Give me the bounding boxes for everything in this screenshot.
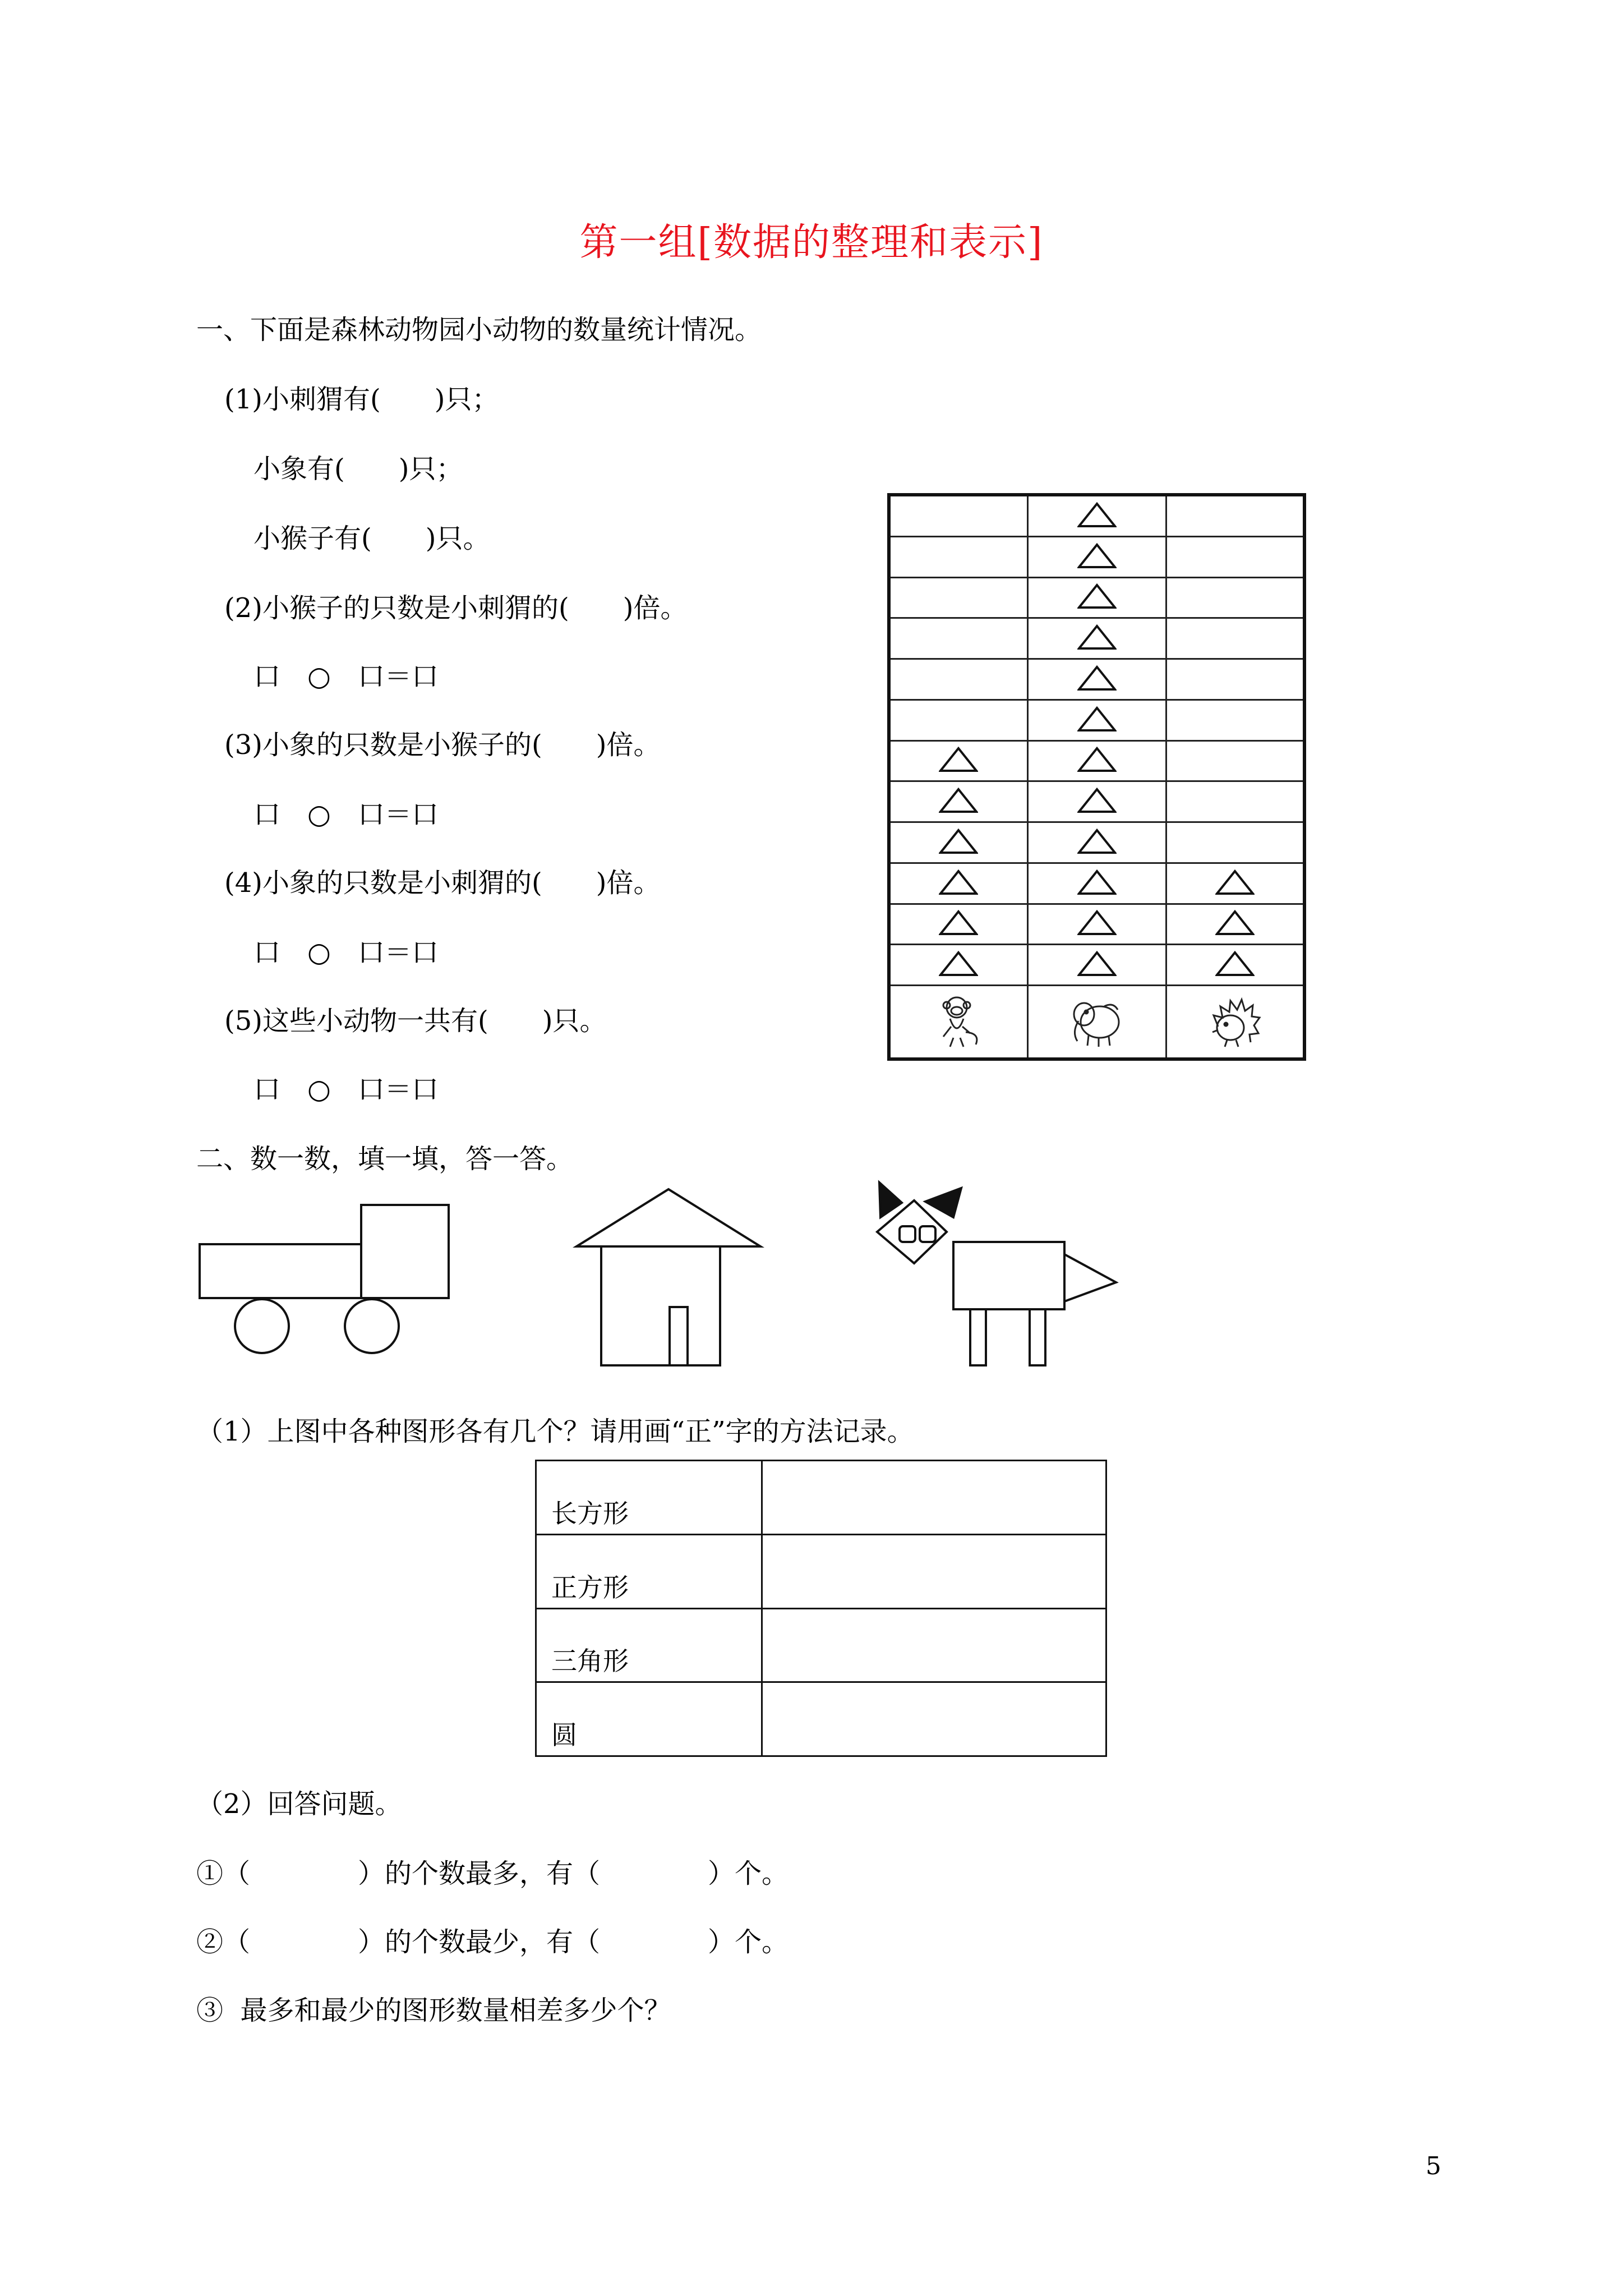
tally-label-rectangle: 长方形 bbox=[536, 1461, 762, 1535]
triangle-mark-1 bbox=[1027, 740, 1166, 781]
triangle-mark-1 bbox=[1027, 495, 1166, 536]
cow-leg-rectangle-right bbox=[1030, 1309, 1045, 1365]
tally-cell[interactable] bbox=[762, 1608, 1106, 1682]
cow-horn-right bbox=[925, 1188, 961, 1217]
triangle-mark-0 bbox=[889, 863, 1027, 904]
empty-cell bbox=[1166, 822, 1304, 863]
triangle-mark-0 bbox=[889, 945, 1027, 986]
answer-3: ③ 最多和最少的图形数量相差多少个？ bbox=[196, 1995, 671, 2026]
tally-label-triangle: 三角形 bbox=[536, 1608, 762, 1682]
empty-cell bbox=[1166, 700, 1304, 740]
monkey-icon bbox=[889, 986, 1027, 1059]
empty-cell bbox=[889, 618, 1027, 659]
tally-cell[interactable] bbox=[762, 1682, 1106, 1756]
page-number: 5 bbox=[1426, 2152, 1441, 2180]
cow-horn-left bbox=[879, 1182, 902, 1217]
triangle-mark-0 bbox=[889, 781, 1027, 822]
triangle-mark-1 bbox=[1027, 659, 1166, 700]
truck-cab-square bbox=[361, 1205, 449, 1298]
hedgehog-icon bbox=[1166, 986, 1304, 1059]
triangle-mark-0 bbox=[889, 740, 1027, 781]
empty-cell bbox=[889, 659, 1027, 700]
triangle-mark-2 bbox=[1166, 863, 1304, 904]
question-2: (2)小猴子的只数是小刺猬的( )倍。 bbox=[224, 592, 688, 624]
tally-cell[interactable] bbox=[762, 1534, 1106, 1608]
triangle-mark-1 bbox=[1027, 577, 1166, 618]
cow-tail-triangle bbox=[1064, 1254, 1116, 1301]
truck-wheel-circle-right bbox=[345, 1299, 399, 1353]
tally-table bbox=[535, 1460, 1107, 1757]
animal-pictograph bbox=[887, 493, 1306, 1061]
section2-sub2: （2）回答问题。 bbox=[196, 1788, 402, 1820]
tally-label-square: 正方形 bbox=[536, 1534, 762, 1608]
triangle-mark-1 bbox=[1027, 945, 1166, 986]
empty-cell bbox=[1166, 659, 1304, 700]
formula-3: 口 ○ 口＝口 bbox=[253, 799, 439, 830]
house-roof-triangle bbox=[577, 1189, 760, 1246]
answer-2: ②（ ）的个数最少，有（ ）个。 bbox=[196, 1926, 789, 1958]
empty-cell bbox=[1166, 577, 1304, 618]
elephant-icon bbox=[1027, 986, 1166, 1059]
triangle-mark-2 bbox=[1166, 904, 1304, 945]
answer-1: ①（ ）的个数最多，有（ ）个。 bbox=[196, 1858, 789, 1889]
section2-heading: 二、数一数，填一填，答一答。 bbox=[196, 1143, 574, 1175]
cow-eye-square-right bbox=[920, 1226, 935, 1242]
triangle-mark-1 bbox=[1027, 700, 1166, 740]
empty-cell bbox=[889, 700, 1027, 740]
cow-eye-square-left bbox=[900, 1226, 915, 1242]
house-door-rectangle bbox=[670, 1307, 688, 1365]
triangle-mark-0 bbox=[889, 904, 1027, 945]
tally-label-circle: 圆 bbox=[536, 1682, 762, 1756]
question-3: (3)小象的只数是小猴子的( )倍。 bbox=[224, 729, 661, 761]
empty-cell bbox=[1166, 495, 1304, 536]
tally-cell[interactable] bbox=[762, 1461, 1106, 1535]
question-4: (4)小象的只数是小刺猬的( )倍。 bbox=[224, 867, 661, 899]
empty-cell bbox=[889, 495, 1027, 536]
question-1a: (1)小刺猬有( )只； bbox=[224, 384, 499, 415]
empty-cell bbox=[1166, 740, 1304, 781]
section2-sub1: （1）上图中各种图形各有几个？请用画“正”字的方法记录。 bbox=[196, 1416, 914, 1447]
section1-heading: 一、下面是森林动物园小动物的数量统计情况。 bbox=[196, 314, 762, 346]
triangle-mark-1 bbox=[1027, 822, 1166, 863]
house-square bbox=[601, 1246, 720, 1365]
empty-cell bbox=[1166, 536, 1304, 577]
formula-5: 口 ○ 口＝口 bbox=[253, 1074, 439, 1105]
pictograph-table bbox=[887, 493, 1306, 1061]
triangle-mark-0 bbox=[889, 822, 1027, 863]
triangle-mark-1 bbox=[1027, 618, 1166, 659]
empty-cell bbox=[1166, 618, 1304, 659]
triangle-mark-1 bbox=[1027, 781, 1166, 822]
truck-body-rectangle bbox=[200, 1244, 361, 1298]
page-title: 第一组[数据的整理和表示] bbox=[579, 220, 1044, 265]
formula-4: 口 ○ 口＝口 bbox=[253, 937, 439, 968]
triangle-mark-1 bbox=[1027, 863, 1166, 904]
triangle-mark-2 bbox=[1166, 945, 1304, 986]
question-5: (5)这些小动物一共有( )只。 bbox=[224, 1005, 607, 1037]
triangle-mark-1 bbox=[1027, 904, 1166, 945]
cow-leg-rectangle-left bbox=[970, 1309, 986, 1365]
formula-2: 口 ○ 口＝口 bbox=[253, 661, 439, 692]
question-1c: 小猴子有( )只。 bbox=[253, 523, 490, 554]
cow-body-rectangle bbox=[953, 1242, 1064, 1309]
question-1b: 小象有( )只； bbox=[253, 453, 463, 485]
empty-cell bbox=[889, 577, 1027, 618]
empty-cell bbox=[889, 536, 1027, 577]
shapes-figure bbox=[191, 1178, 1155, 1386]
truck-wheel-circle-left bbox=[235, 1299, 289, 1353]
empty-cell bbox=[1166, 781, 1304, 822]
triangle-mark-1 bbox=[1027, 536, 1166, 577]
